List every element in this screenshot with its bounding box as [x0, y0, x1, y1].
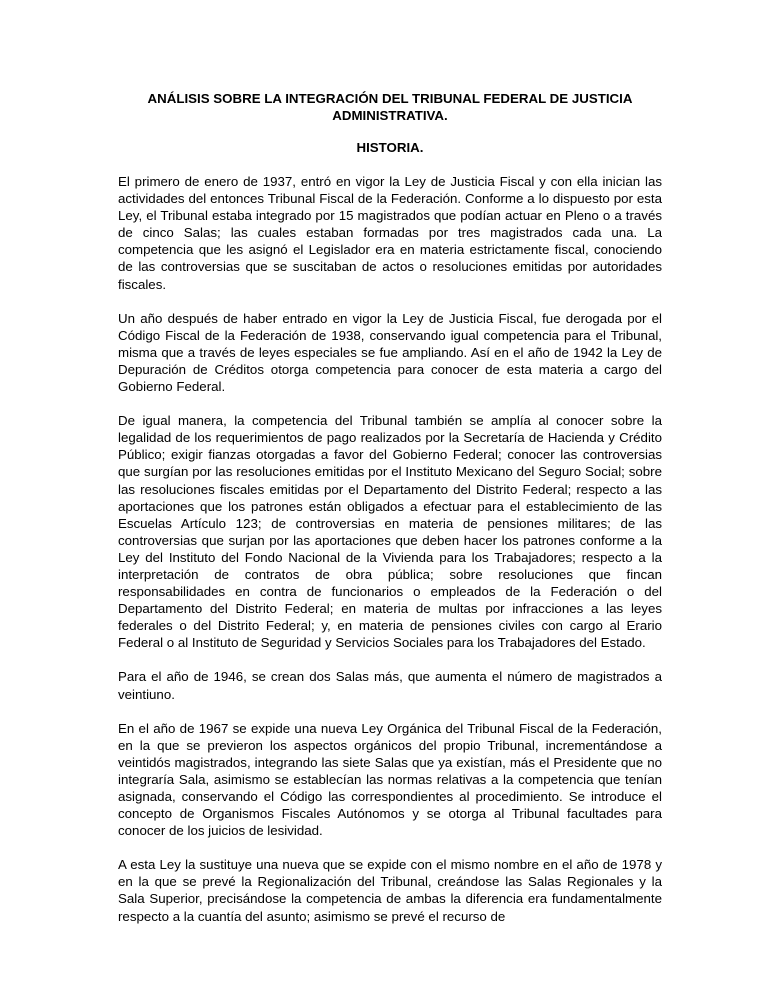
document-content	[118, 90, 662, 942]
paragraph-1: El primero de enero de 1937, entró en vigor la Ley de Justicia Fiscal y con ella inician las actividades del entonces Tribunal Fiscal de la Federación. Conforme a lo dispuesto por esta Ley, el Tribunal estaba integrado por 15 magistrados que podían actuar en Pleno o a través de cinco Salas; las cuales estaban formadas por tres magistrados cada una. La competencia que les asignó el Legislador era en materia estrictamente fiscal, conociendo de las controversias que se suscitaban de actos o resoluciones emitidas por autoridades fiscales.	[118, 174, 662, 292]
paragraph-2: Un año después de haber entrado en vigor la Ley de Justicia Fiscal, fue derogada por el Código Fiscal de la Federación de 1938, conservando igual competencia para el Tribunal, misma que a través de leyes especiales se fue ampliando. Así en el año de 1942 la Ley de Depuración de Créditos otorga competencia para conocer de esta materia a cargo del Gobierno Federal.	[118, 310, 662, 395]
document-title-line-2: ADMINISTRATIVA.	[332, 108, 448, 123]
paragraph-4: Para el año de 1946, se crean dos Salas más, que aumenta el número de magistrados a veintiuno.	[118, 669, 662, 702]
paragraph-6: A esta Ley la sustituye una nueva que se expide con el mismo nombre en el año de 1978 y en la que se prevé la Regionalización del Tribunal, creándose las Salas Regionales y la Sala Superior, precisándose la competencia de ambas la diferencia era fundamentalmente respecto a la cuantía del asunto; asimismo se prevé el recurso de	[118, 857, 662, 924]
document-title	[118, 90, 662, 124]
document-title-line-1: ANÁLISIS SOBRE LA INTEGRACIÓN DEL TRIBUNAL FEDERAL DE JUSTICIA	[147, 91, 633, 106]
paragraph-5: En el año de 1967 se expide una nueva Ley Orgánica del Tribunal Fiscal de la Federación, en la que se previeron los aspectos orgánicos del propio Tribunal, incrementándose a veintidós magistrados, integrando las siete Salas que ya existían, más el Presidente que no integraría Sala, asimismo se establecían las normas relativas a la competencia que tenían asignada, conservando el Código las correspondientes al procedimiento. Se introduce el concepto de Organismos Fiscales Autónomos y se otorga al Tribunal facultades para conocer de los juicios de lesividad.	[118, 720, 662, 839]
paragraph-3: De igual manera, la competencia del Tribunal también se amplía al conocer sobre la legalidad de los requerimientos de pago realizados por la Secretaría de Hacienda y Crédito Público; exigir fianzas otorgadas a favor del Gobierno Federal; conocer las controversias que surgían por las resoluciones emitidas por el Instituto Mexicano del Seguro Social; sobre las resoluciones fiscales emitidas por el Departamento del Distrito Federal; respecto a las aportaciones que los patrones están obligados a efectuar para el establecimiento de las Escuelas Artículo 123; de controversias en materia de pensiones militares; de las controversias que surjan por las aportaciones que deben hacer los patrones conforme a la Ley del Instituto del Fondo Nacional de la Vivienda para los Trabajadores; respecto a la interpretación de contratos de obra pública; sobre resoluciones que fincan responsabilidades en contra de funcionarios o empleados de la Federación o del Departamento del Distrito Federal; en materia de multas por infracciones a las leyes federales o del Distrito Federal; y, en materia de pensiones civiles con cargo al Erario Federal o al Instituto de Seguridad y Servicios Sociales para los Trabajadores del Estado.	[118, 413, 662, 651]
section-heading: HISTORIA.	[356, 140, 424, 155]
